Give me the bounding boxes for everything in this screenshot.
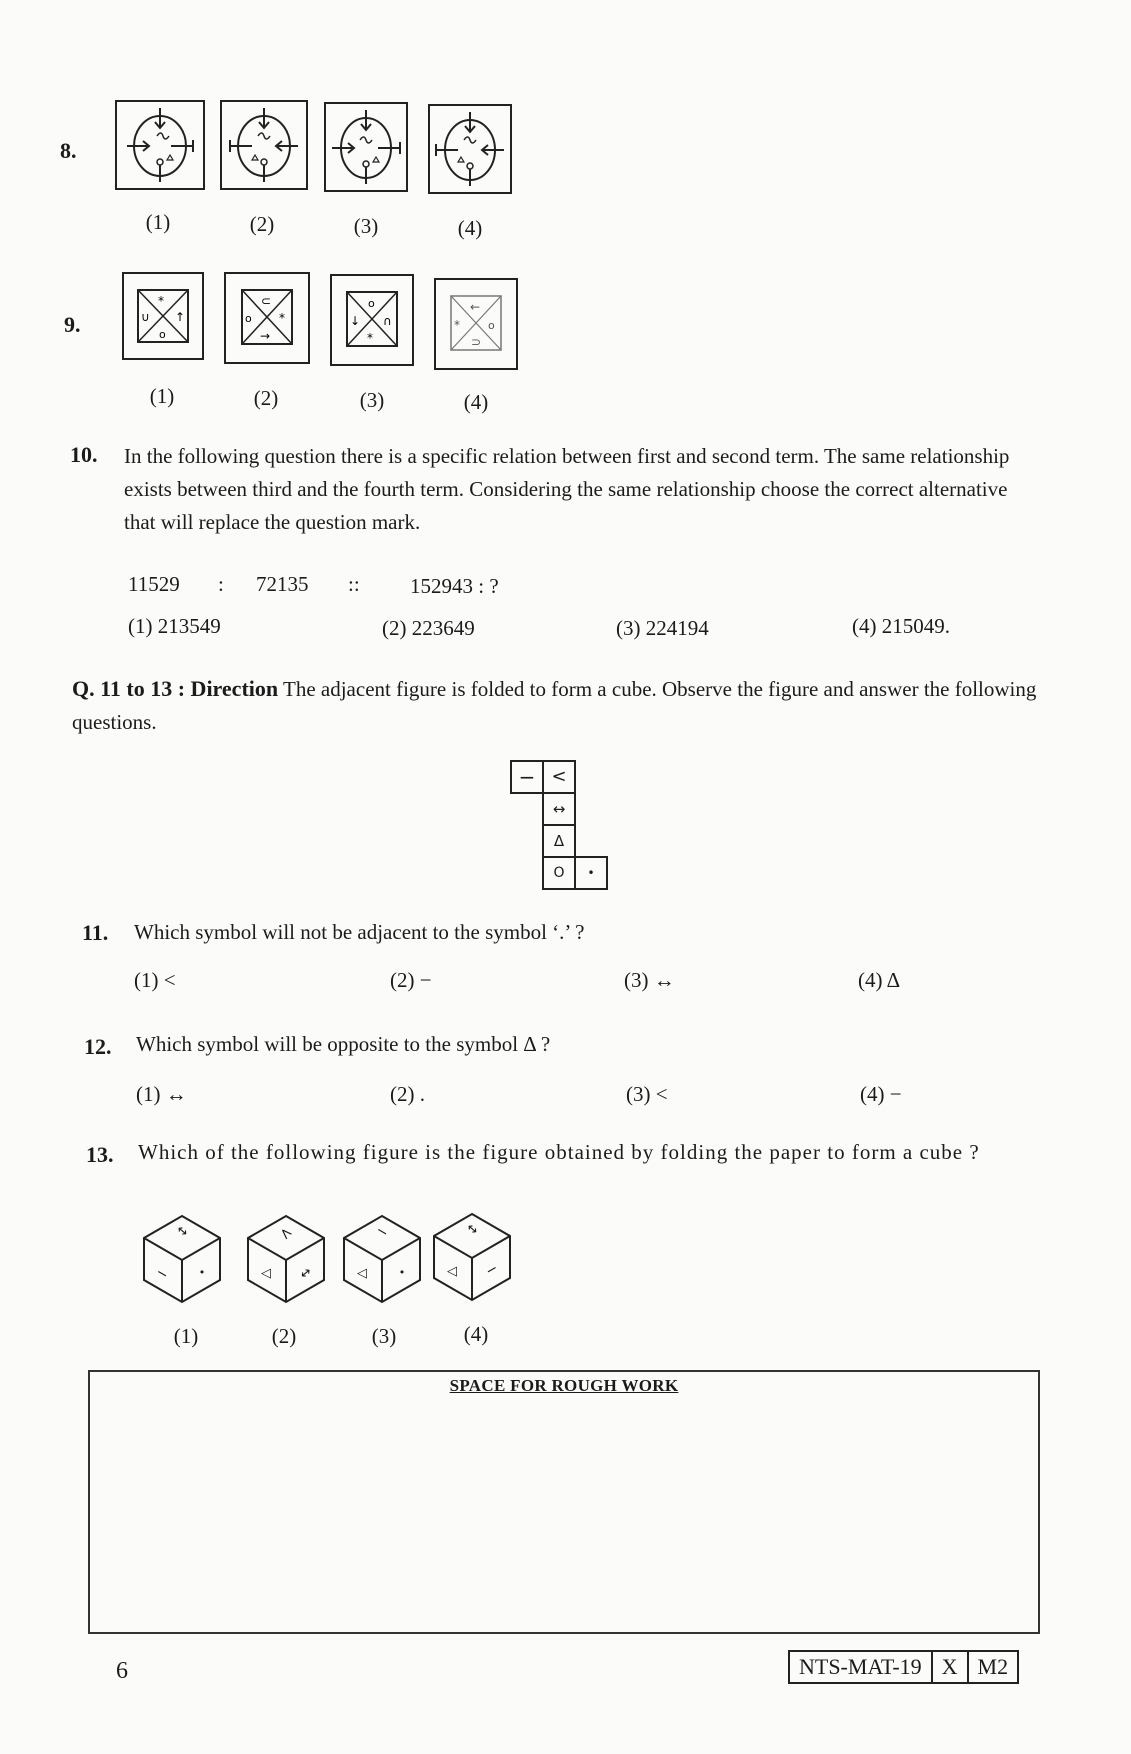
q8-option-3-label: (3) [353,214,379,238]
q13-cube-1-left-face: − [152,1264,172,1284]
net-face-dash: − [510,760,544,794]
net-face-less-than: < [542,760,576,794]
net-face-circle: O [542,856,576,890]
q13-cube-4-left-face: ◁ [447,1264,457,1279]
svg-text:*: * [279,311,285,325]
q8-figure-3 [324,102,408,192]
q13-cube-3-top-face: − [372,1222,392,1242]
q13-cube-4[interactable] [430,1210,514,1302]
q10-term-2: 72135 [256,572,309,596]
q10-option-4[interactable]: (4) 215049. [852,614,950,638]
q13-cube-3[interactable] [340,1212,424,1304]
svg-text:⊂: ⊂ [261,294,272,308]
q13-cube-1-top-face: ↔ [173,1222,191,1241]
q9-option-2-label: (2) [253,386,279,410]
q10-term-1: 11529 [128,572,180,596]
paper-code-box [788,1650,1019,1684]
question-number-13: 13. [86,1142,114,1167]
q10-term-3: 152943 : ? [410,574,499,598]
svg-text:←: ← [470,300,481,314]
net-face-triangle: Δ [542,824,576,858]
q8-figure-2 [220,100,308,190]
q8-option-2-label: (2) [249,212,275,236]
question-number-11: 11. [82,920,109,945]
q11-option-2[interactable]: (2) − [390,968,432,992]
q13-cube-4-top-face: ↔ [463,1220,481,1239]
q8-figure-1 [115,100,205,190]
q12-option-3[interactable]: (3) < [626,1082,668,1106]
page-number: 6 [116,1658,128,1684]
svg-text:o: o [159,328,166,341]
svg-text:∪: ∪ [141,310,150,324]
q10-option-2[interactable]: (2) 223649 [382,616,475,640]
svg-text:*: * [158,294,164,308]
svg-text:*: * [454,318,460,332]
question-number-9: 9. [64,312,81,337]
q13-cube-4-right-face: − [482,1260,502,1280]
q10-separator-1: : [218,572,224,596]
q12-option-2[interactable]: (2) . [390,1082,425,1106]
q12-option-1[interactable]: (1) ↔ [136,1082,187,1106]
svg-text:o: o [245,312,252,325]
q11-option-4[interactable]: (4) Δ [858,968,901,992]
svg-text:∩: ∩ [383,314,392,328]
cube-net [510,760,610,898]
q12-question-text: Which symbol will be opposite to the symbol Δ ? [136,1032,551,1056]
paper-code: NTS-MAT-19 [799,1654,922,1679]
q8-option-1-label: (1) [145,210,171,234]
question-number-10: 10. [70,442,98,467]
q13-option-3-label: (3) [371,1324,397,1348]
q13-cube-2[interactable] [244,1212,328,1304]
paper-medium: X [931,1652,967,1682]
q13-option-1-label: (1) [173,1324,199,1348]
direction-label: Q. 11 to 13 : Direction [72,676,279,701]
q9-figure-3 [330,274,414,366]
q13-cube-3-left-face: ◁ [357,1266,367,1281]
q11-option-1[interactable]: (1) < [134,968,176,992]
net-face-dot: • [574,856,608,890]
q11-question-text: Which symbol will not be adjacent to the symbol ‘.’ ? [134,920,585,944]
svg-text:o: o [368,297,375,310]
q13-cube-1[interactable] [140,1212,224,1304]
q8-figure-4 [428,104,512,194]
q9-figure-2 [224,272,310,364]
q13-cube-2-right-face: ↔ [297,1264,315,1283]
svg-text:↑: ↑ [175,310,186,324]
svg-text:⊃: ⊃ [471,335,482,349]
question-number-12: 12. [84,1034,112,1059]
svg-text:o: o [488,319,495,332]
question-number-8: 8. [60,138,77,163]
q9-figure-4 [434,278,518,370]
q10-separator-2: :: [348,572,360,596]
q8-option-4-label: (4) [457,216,483,240]
q13-cube-2-top-face: < [275,1222,297,1244]
q10-option-3[interactable]: (3) 224194 [616,616,709,640]
svg-text:*: * [367,331,373,345]
q9-figure-1 [122,272,204,360]
rough-work-area [88,1370,1040,1634]
q13-option-4-label: (4) [463,1322,489,1346]
q10-option-1[interactable]: (1) 213549 [128,614,221,638]
q13-question-text: Which of the following figure is the figure obtained by folding the paper to form a cube ? [138,1140,980,1164]
direction-block [72,672,1042,739]
q9-option-4-label: (4) [463,390,489,414]
q9-option-3-label: (3) [359,388,385,412]
q10-question-text: In the following question there is a specific relation between first and second term. The same relationship exists between third and the fourth term. Considering the same relationship choose the correct alternative that will replace the question mark. [124,444,1010,534]
q13-cube-3-right-face: • [398,1266,406,1279]
svg-text:→: → [260,329,271,343]
q9-option-1-label: (1) [149,384,175,408]
q13-cube-1-right-face: • [198,1266,206,1279]
direction-text: The adjacent figure is folded to form a cube. Observe the figure and answer the following questions. [72,677,1037,734]
paper-set: M2 [967,1652,1018,1682]
q11-option-3[interactable]: (3) ↔ [624,968,675,992]
q12-option-4[interactable]: (4) − [860,1082,902,1106]
net-face-double-arrow: ↔ [542,792,576,826]
rough-work-title: SPACE FOR ROUGH WORK [449,1376,679,1395]
q13-cube-2-left-face: ◁ [261,1266,271,1281]
svg-text:↓: ↓ [350,314,361,328]
q13-option-2-label: (2) [271,1324,297,1348]
